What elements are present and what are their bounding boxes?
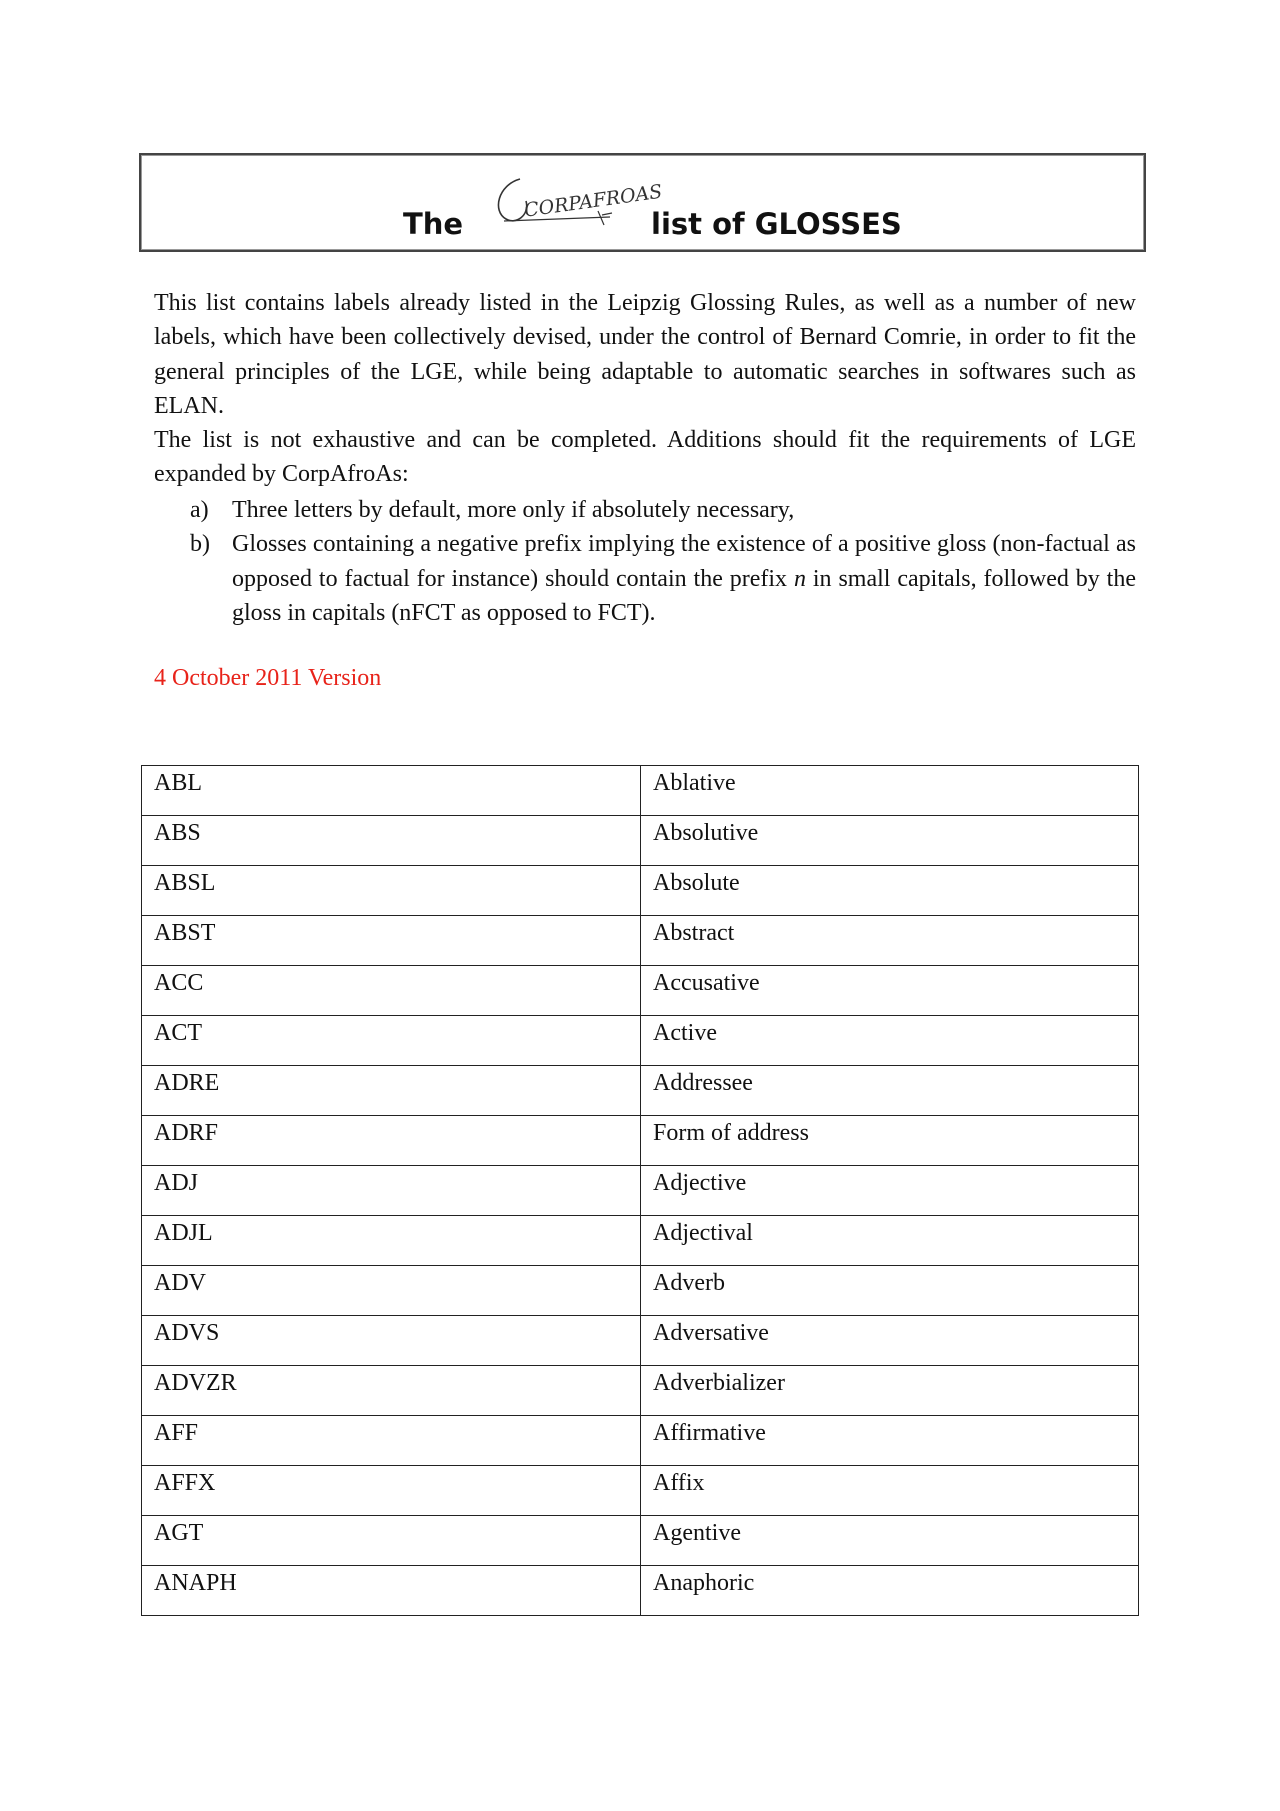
requirement-text-before: Glosses containing a negative prefix implying the existence of a positive gloss (non-factual as opposed to factual for instance) should contain the prefix <box>232 531 1136 592</box>
intro-paragraph-2: The list is not exhaustive and can be completed. Additions should fit the requirements of LGE expanded by CorpAfroAs: <box>154 427 1136 488</box>
requirement-b <box>190 527 1136 630</box>
gloss-meaning: Affirmative <box>641 1416 1139 1466</box>
intro-paragraph-1: This list contains labels already listed in the Leipzig Glossing Rules, as well as a number of new labels, which have been collectively devised, under the control of Bernard Comrie, in order to fit the general principles of the LGE, while being adaptable to automatic searches in softwares such as ELAN. <box>154 290 1136 419</box>
gloss-abbreviation: ADJ <box>142 1166 641 1216</box>
requirement-marker: a) <box>190 497 209 523</box>
table-row <box>142 966 1139 1016</box>
requirements-list <box>190 493 1136 630</box>
gloss-abbreviation: AGT <box>142 1516 641 1566</box>
gloss-abbreviation: ADRE <box>142 1066 641 1116</box>
table-row <box>142 866 1139 916</box>
gloss-abbreviation: ANAPH <box>142 1566 641 1616</box>
requirement-a <box>190 493 1136 527</box>
title-prefix: The <box>403 207 464 241</box>
gloss-meaning: Absolutive <box>641 816 1139 866</box>
logo-text: CORPAFROAS <box>522 180 664 222</box>
table-row <box>142 1366 1139 1416</box>
gloss-abbreviation: ADRF <box>142 1116 641 1166</box>
table-row <box>142 1516 1139 1566</box>
gloss-meaning: Adverb <box>641 1266 1139 1316</box>
table-row <box>142 1566 1139 1616</box>
intro-text <box>154 286 1136 492</box>
gloss-abbreviation: ADV <box>142 1266 641 1316</box>
table-row <box>142 816 1139 866</box>
table-row <box>142 1116 1139 1166</box>
requirement-text-after: in small capitals, followed by the gloss in capitals (nFCT as opposed to FCT). <box>232 565 1136 626</box>
gloss-meaning: Adjectival <box>641 1216 1139 1266</box>
requirement-text <box>232 527 1136 630</box>
gloss-meaning: Adversative <box>641 1316 1139 1366</box>
gloss-abbreviation: ADVZR <box>142 1366 641 1416</box>
gloss-meaning: Adverbializer <box>641 1366 1139 1416</box>
table-row <box>142 766 1139 816</box>
gloss-abbreviation: ADVS <box>142 1316 641 1366</box>
version-label: 4 October 2011 Version <box>154 665 382 691</box>
table-row <box>142 1016 1139 1066</box>
table-row <box>142 1466 1139 1516</box>
gloss-meaning: Agentive <box>641 1516 1139 1566</box>
gloss-meaning: Accusative <box>641 966 1139 1016</box>
gloss-meaning: Form of address <box>641 1116 1139 1166</box>
gloss-abbreviation: AFFX <box>142 1466 641 1516</box>
table-row <box>142 1066 1139 1116</box>
table-row <box>142 1166 1139 1216</box>
gloss-meaning: Adjective <box>641 1166 1139 1216</box>
gloss-abbreviation: AFF <box>142 1416 641 1466</box>
requirement-marker: b) <box>190 531 210 558</box>
table-row <box>142 1316 1139 1366</box>
gloss-meaning: Abstract <box>641 916 1139 966</box>
gloss-abbreviation: ADJL <box>142 1216 641 1266</box>
gloss-table-body <box>142 766 1139 1616</box>
gloss-abbreviation: ACC <box>142 966 641 1016</box>
gloss-abbreviation: ABST <box>142 916 641 966</box>
gloss-meaning: Anaphoric <box>641 1566 1139 1616</box>
gloss-meaning: Ablative <box>641 766 1139 816</box>
table-row <box>142 1216 1139 1266</box>
table-row <box>142 916 1139 966</box>
corpafroas-logo <box>490 171 664 239</box>
gloss-abbreviation: ACT <box>142 1016 641 1066</box>
title-suffix: list of GLOSSES <box>651 207 902 241</box>
gloss-meaning: Affix <box>641 1466 1139 1516</box>
gloss-meaning: Addressee <box>641 1066 1139 1116</box>
gloss-table <box>141 765 1139 1616</box>
title-box <box>139 153 1146 252</box>
table-row <box>142 1266 1139 1316</box>
gloss-meaning: Absolute <box>641 866 1139 916</box>
gloss-abbreviation: ABL <box>142 766 641 816</box>
requirement-text: Three letters by default, more only if absolutely necessary, <box>232 497 795 523</box>
table-row <box>142 1416 1139 1466</box>
requirement-prefix: n <box>793 565 806 592</box>
gloss-meaning: Active <box>641 1016 1139 1066</box>
gloss-abbreviation: ABSL <box>142 866 641 916</box>
gloss-abbreviation: ABS <box>142 816 641 866</box>
